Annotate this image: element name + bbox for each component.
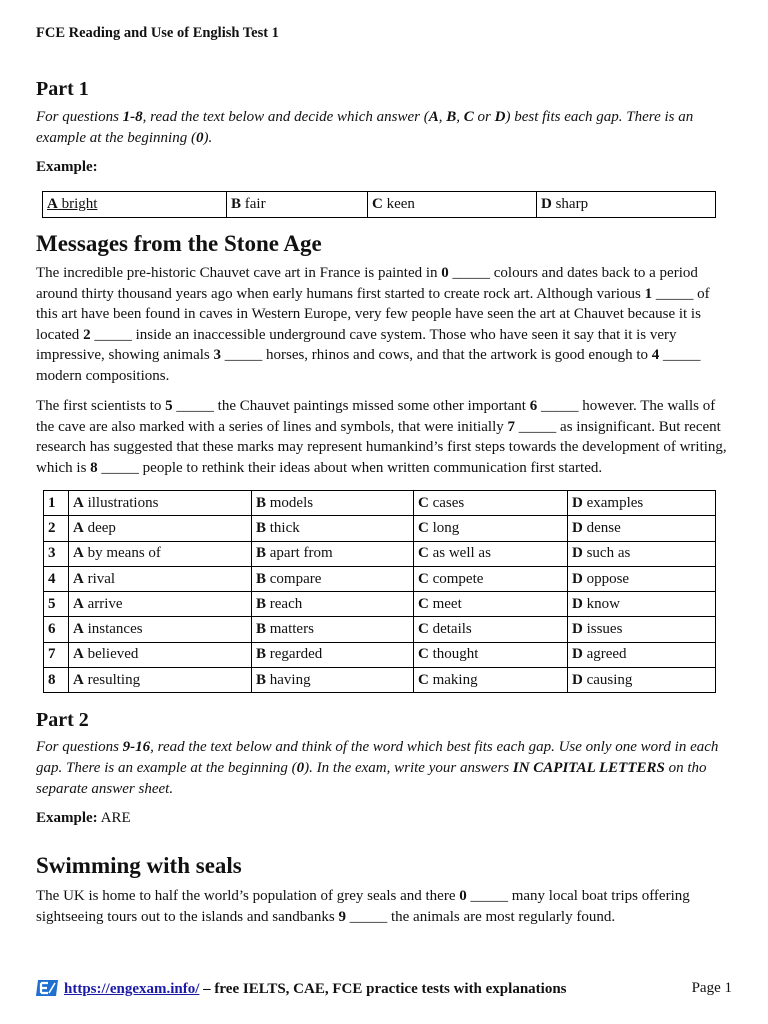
part2-article-title: Swimming with seals bbox=[36, 853, 242, 878]
option-c: C as well as bbox=[414, 541, 568, 566]
question-row bbox=[44, 516, 716, 541]
page-footer bbox=[36, 980, 732, 1001]
question-number: 8 bbox=[44, 668, 69, 693]
option-b: B compare bbox=[252, 566, 414, 591]
part1-paragraph-2: The first scientists to 5 _____ the Chauvet paintings missed some other important 6 _____ however. The walls of the cave are also marked with a series of lines and symbols, that were initially 7 _____ as insignificant. But recent research has suggested that these marks may represent humankind’s first steps towards the development of writing, which is 8 _____ people to rethink their ideas about when written communication first started. bbox=[36, 398, 727, 476]
question-number: 3 bbox=[44, 541, 69, 566]
question-number: 5 bbox=[44, 592, 69, 617]
option-c: C cases bbox=[414, 491, 568, 516]
option-a: A arrive bbox=[69, 592, 252, 617]
question-row bbox=[44, 668, 716, 693]
question-number: 7 bbox=[44, 642, 69, 667]
question-row bbox=[44, 491, 716, 516]
option-d: D oppose bbox=[568, 566, 716, 591]
option-c: C thought bbox=[414, 642, 568, 667]
option-d: D examples bbox=[568, 491, 716, 516]
part1-instructions: For questions 1-8, read the text below and decide which answer (A, B, C or D) best fits each gap. There is an example at the beginning (0). bbox=[36, 109, 694, 146]
part2-example: Example: ARE bbox=[36, 810, 131, 826]
option-b: B apart from bbox=[252, 541, 414, 566]
option-d: D dense bbox=[568, 516, 716, 541]
option-a: A by means of bbox=[69, 541, 252, 566]
question-row bbox=[44, 642, 716, 667]
option-a: A resulting bbox=[69, 668, 252, 693]
example-option-d: D sharp bbox=[537, 192, 716, 218]
part1-example-label: Example: bbox=[36, 159, 98, 175]
part1-heading: Part 1 bbox=[36, 78, 89, 100]
footer-tagline: – free IELTS, CAE, FCE practice tests with explanations bbox=[199, 981, 567, 997]
question-number: 2 bbox=[44, 516, 69, 541]
option-b: B having bbox=[252, 668, 414, 693]
part2-heading: Part 2 bbox=[36, 709, 89, 731]
example-option-c: C keen bbox=[368, 192, 537, 218]
engexam-logo-icon bbox=[36, 980, 58, 1001]
option-b: B models bbox=[252, 491, 414, 516]
option-b: B regarded bbox=[252, 642, 414, 667]
part1-paragraph-1: The incredible pre-historic Chauvet cave art in France is painted in 0 _____ colours and dates back to a period around thirty thousand years ago when early humans first started to create rock art. Although various 1 _____ of this art have been found in caves in Western Europe, very few people have seen the art at Chauvet because it is located 2 _____ inside an inaccessible underground cave system. Those who have seen it say that it is very impressive, showing animals 3 _____ horses, rhinos and cows, and that the artwork is good enough to 4 _____ modern compositions. bbox=[36, 265, 710, 384]
engexam-link[interactable]: https://engexam.info/ bbox=[64, 981, 200, 997]
option-b: B thick bbox=[252, 516, 414, 541]
part2-paragraph-1: The UK is home to half the world’s population of grey seals and there 0 _____ many local boat trips offering sightseeing tours out to the islands and sandbanks 9 _____ the animals are most regularly found. bbox=[36, 888, 690, 925]
document-title: FCE Reading and Use of English Test 1 bbox=[36, 25, 279, 41]
option-c: C making bbox=[414, 668, 568, 693]
option-c: C long bbox=[414, 516, 568, 541]
option-c: C meet bbox=[414, 592, 568, 617]
question-row bbox=[44, 566, 716, 591]
page-number: Page 1 bbox=[691, 980, 732, 996]
question-number: 4 bbox=[44, 566, 69, 591]
option-a: A instances bbox=[69, 617, 252, 642]
part2-example-answer: ARE bbox=[100, 810, 131, 826]
question-row bbox=[44, 592, 716, 617]
question-row bbox=[44, 541, 716, 566]
part2-instructions: For questions 9-16, read the text below and think of the word which best fits each gap. Use only one word in each gap. There is an example at the beginning (0). In the exam, write your answers IN CAPITAL LETTERS on tho separate answer sheet. bbox=[36, 739, 719, 797]
question-row bbox=[44, 617, 716, 642]
option-c: C details bbox=[414, 617, 568, 642]
option-d: D issues bbox=[568, 617, 716, 642]
option-a: A illustrations bbox=[69, 491, 252, 516]
part1-options-table bbox=[43, 490, 716, 693]
option-a: A deep bbox=[69, 516, 252, 541]
question-number: 6 bbox=[44, 617, 69, 642]
option-d: D agreed bbox=[568, 642, 716, 667]
option-a: A rival bbox=[69, 566, 252, 591]
part1-article-title: Messages from the Stone Age bbox=[36, 231, 322, 256]
part1-example-table bbox=[42, 191, 716, 218]
question-number: 1 bbox=[44, 491, 69, 516]
option-d: D know bbox=[568, 592, 716, 617]
option-a: A believed bbox=[69, 642, 252, 667]
option-b: B matters bbox=[252, 617, 414, 642]
example-option-b: B fair bbox=[227, 192, 368, 218]
option-d: D causing bbox=[568, 668, 716, 693]
option-b: B reach bbox=[252, 592, 414, 617]
option-c: C compete bbox=[414, 566, 568, 591]
example-option-a: A bright bbox=[43, 192, 227, 218]
option-d: D such as bbox=[568, 541, 716, 566]
